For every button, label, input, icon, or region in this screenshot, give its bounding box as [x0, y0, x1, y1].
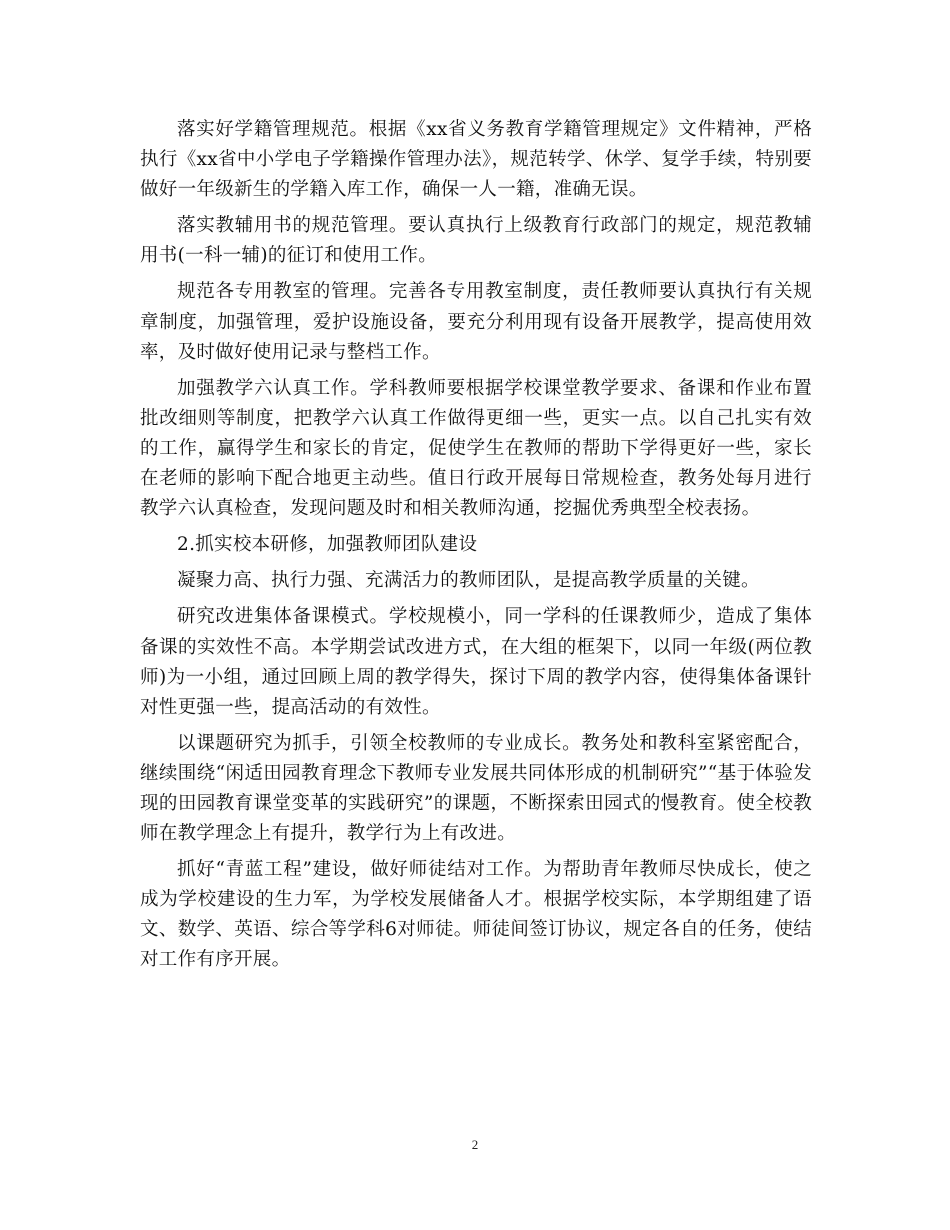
- paragraph-research-topics: 以课题研究为抓手，引领全校教师的专业成长。教务处和教科室紧密配合，继续围绕“闲适田园教育理念下教师专业发展共同体形成的机制研究”“基于体验发现的田园教育课堂变革的实践研究”的课题，不断探索田园式的慢教育。使全校教师在教学理念上有提升，教学行为上有改进。: [140, 732, 812, 845]
- paragraph-teacher-team: 凝聚力高、执行力强、充满活力的教师团队，是提高教学质量的关键。: [177, 570, 760, 592]
- page-number: 2: [471, 1137, 479, 1152]
- paragraph-mentoring-project: 抓好“青蓝工程”建设，做好师徒结对工作。为帮助青年教师尽快成长，使之成为学校建设的生力军，为学校发展储备人才。根据学校实际，本学期组建了语文、数学、英语、综合等学科6对师徒。师徒间签订协议，规定各自的任务，使结对工作有序开展。: [140, 859, 812, 971]
- section-heading: 2.抓实校本研修，加强教师团队建设: [177, 534, 478, 556]
- paragraph-student-records: 落实好学籍管理规范。根据《xx省义务教育学籍管理规定》文件精神，严格执行《xx省中小学电子学籍操作管理办法》，规范转学、休学、复学手续，特别要做好一年级新生的学籍入库工作，确保一人一籍，准确无误。: [140, 119, 812, 201]
- paragraph-six-earnest: 加强教学六认真工作。学科教师要根据学校课堂教学要求、备课和作业布置批改细则等制度，把教学六认真工作做得更细一些，更实一点。以自己扎实有效的工作，赢得学生和家长的肯定，促使学生在教师的帮助下学得更好一些，家长在老师的影响下配合地更主动些。值日行政开展每日常规检查，教务处每月进行教学六认真检查，发现问题及时和相关教师沟通，挖掘优秀典型全校表扬。: [140, 377, 812, 520]
- document-body: [140, 115, 812, 982]
- paragraph-collective-lesson-prep: 研究改进集体备课模式。学校规模小，同一学科的任课教师少，造成了集体备课的实效性不高。本学期尝试改进方式，在大组的框架下，以同一年级(两位教师)为一小组，通过回顾上周的教学得失，探讨下周的教学内容，使得集体备课针对性更强一些，提高活动的有效性。: [140, 606, 812, 718]
- paragraph-teaching-materials: 落实教辅用书的规范管理。要认真执行上级教育行政部门的规定，规范教辅用书(一科一辅)的征订和使用工作。: [140, 215, 812, 267]
- paragraph-special-classrooms: 规范各专用教室的管理。完善各专用教室制度，责任教师要认真执行有关规章制度，加强管理，爱护设施设备，要充分利用现有设备开展教学，提高使用效率，及时做好使用记录与整档工作。: [140, 281, 812, 363]
